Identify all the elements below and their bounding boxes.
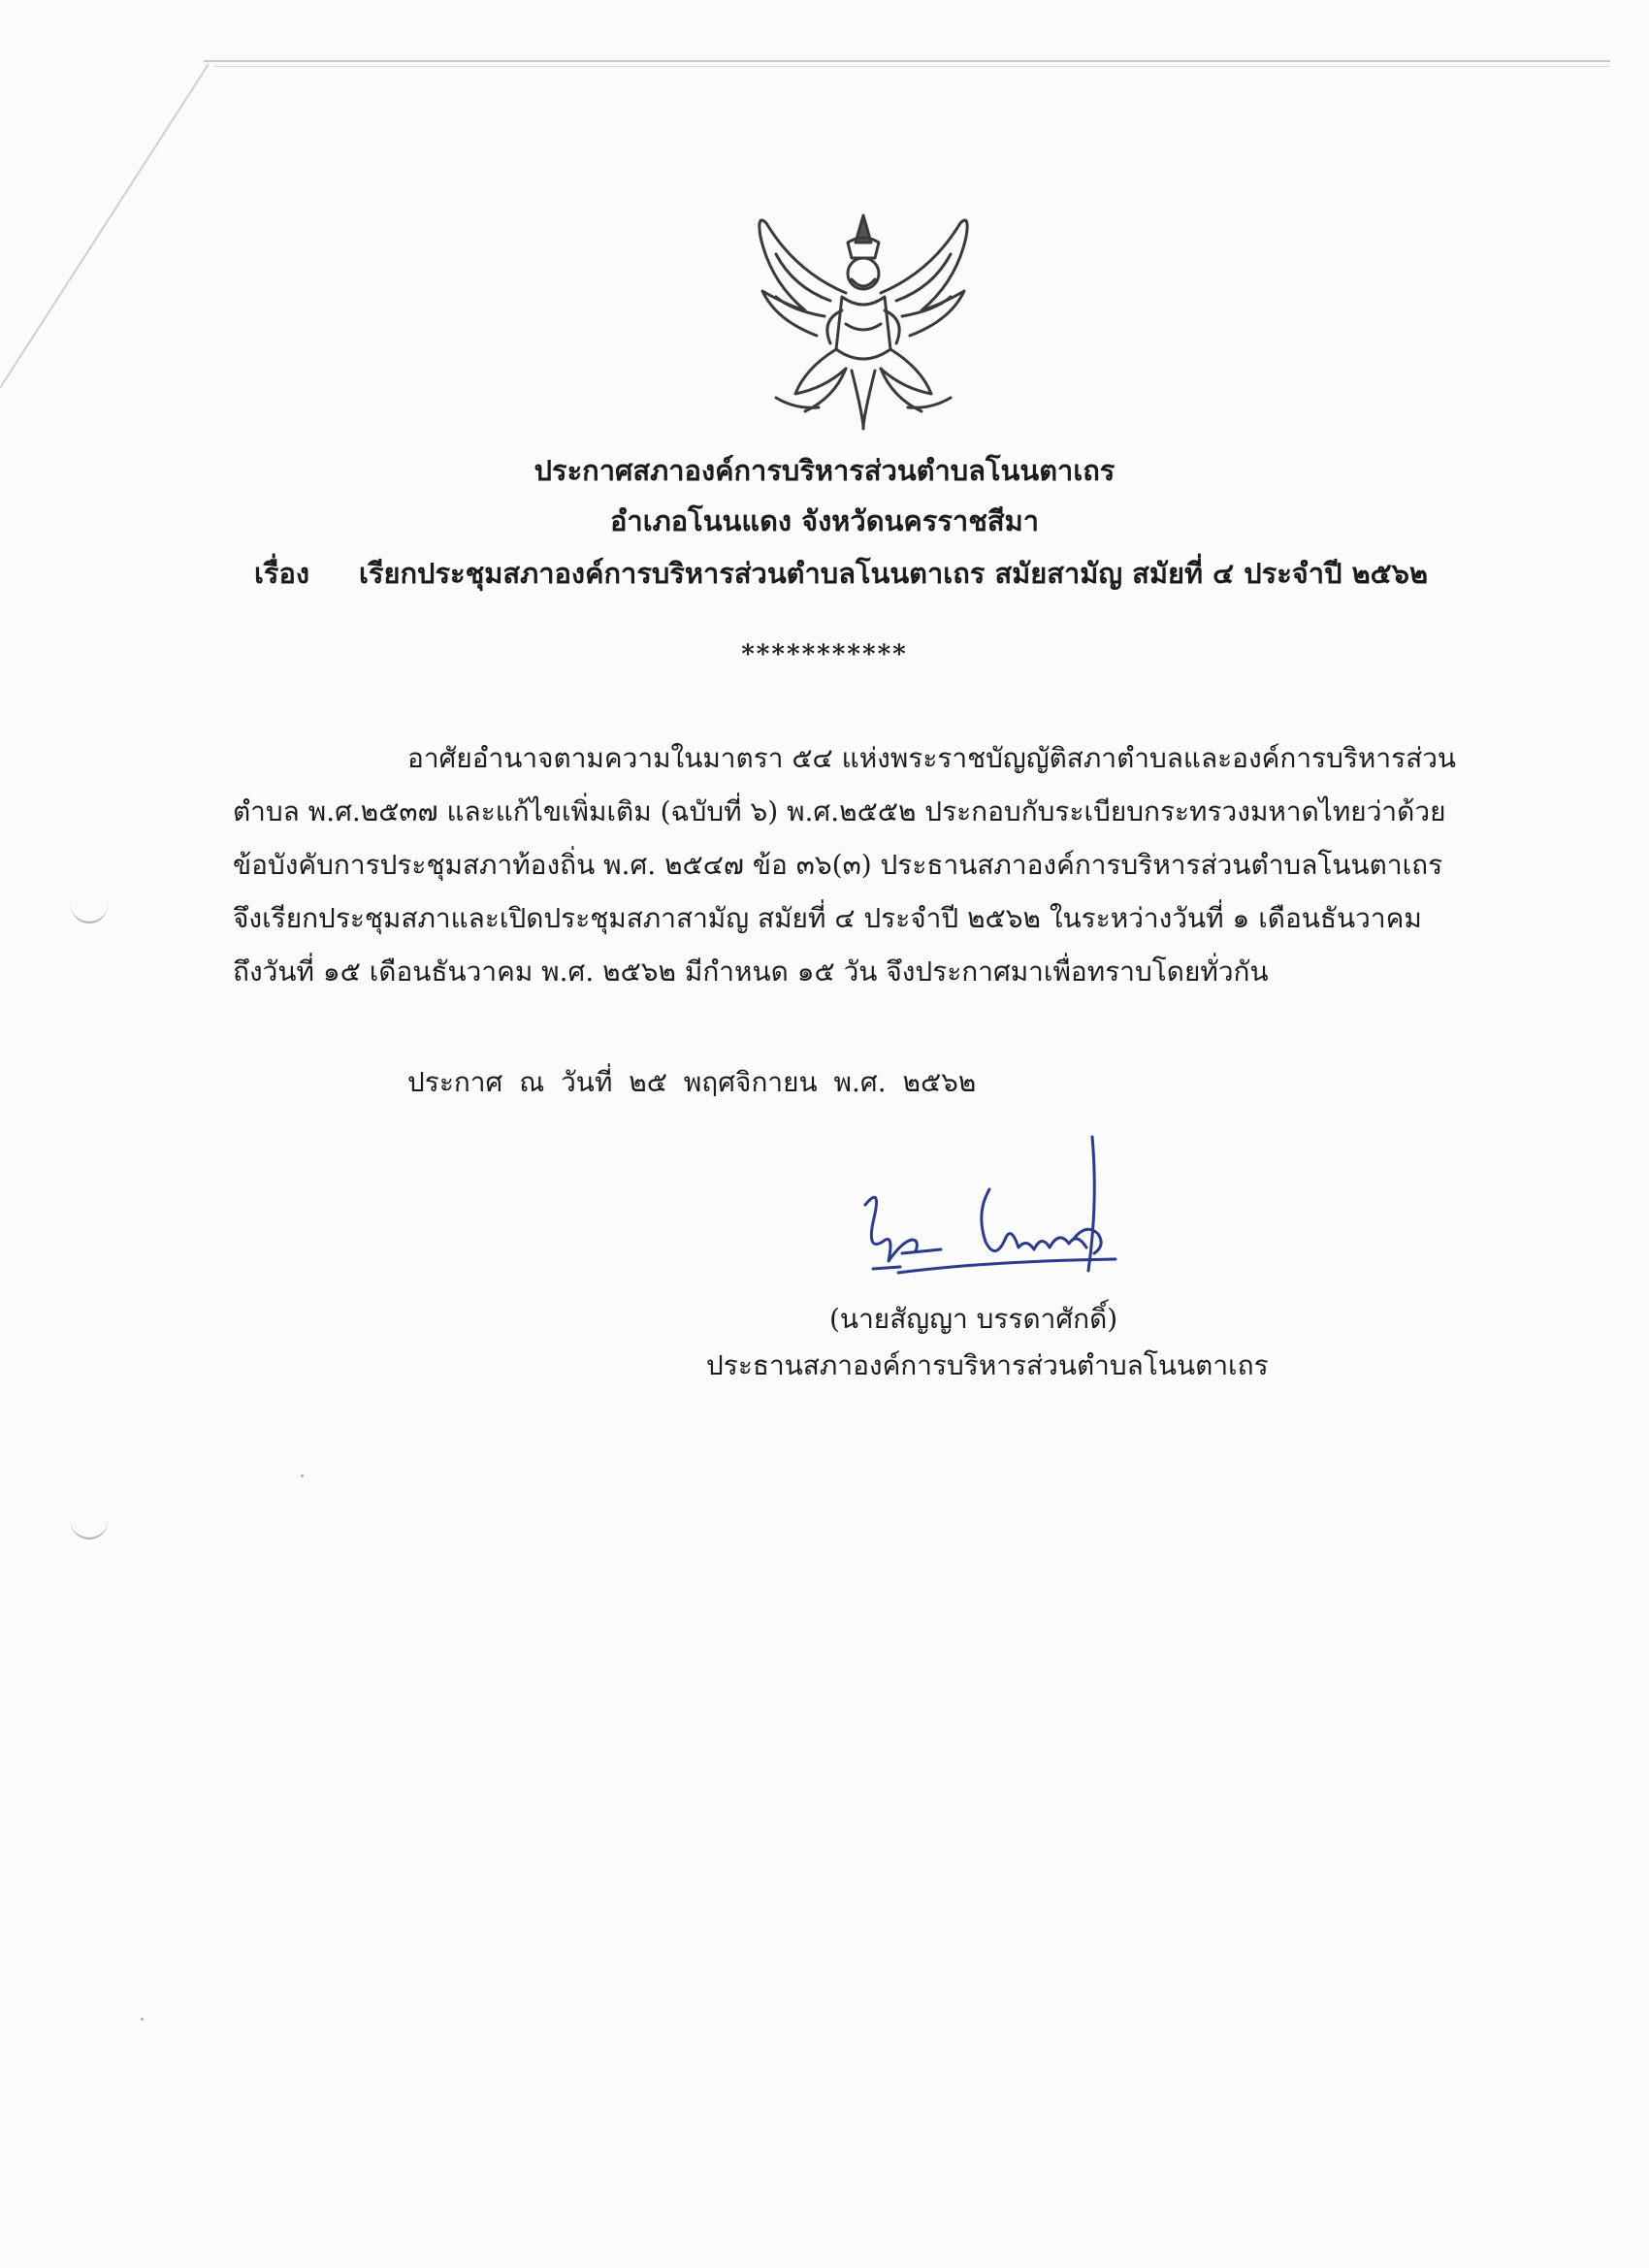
separator-asterisks: ***********: [741, 640, 908, 669]
subject-text: เรียกประชุมสภาองค์การบริหารส่วนตำบลโนนตาเถร สมัยสามัญ สมัยที่ ๔ ประจำปี ๒๕๖๒: [359, 557, 1429, 590]
punch-hole-top: [70, 883, 109, 923]
document-heading: ประกาศสภาองค์การบริหารส่วนตำบลโนนตาเถร: [534, 454, 1116, 487]
scan-speck: [301, 1474, 304, 1477]
subject-label: เรื่อง: [254, 557, 310, 590]
punch-hole-bottom: [70, 1499, 109, 1539]
body-line-5: ถึงวันที่ ๑๕ เดือนธันวาคม พ.ศ. ๒๕๖๒ มีกำหนด ๑๕ วัน จึงประกาศมาเพื่อทราบโดยทั่วกัน: [233, 956, 1269, 988]
scan-edge-line-secondary: [213, 66, 1610, 67]
body-line-1: อาศัยอำนาจตามความในมาตรา ๕๔ แห่งพระราชบัญญัติสภาตำบลและองค์การบริหารส่วน: [407, 742, 1457, 774]
scan-edge-line: [204, 60, 1610, 62]
body-line-2: ตำบล พ.ศ.๒๕๓๗ และแก้ไขเพิ่มเติม (ฉบับที่ ๖) พ.ศ.๒๕๕๒ ประกอบกับระเบียบกระทรวงมหาดไทยว่าด้วย: [233, 795, 1446, 827]
body-line-4: จึงเรียกประชุมสภาและเปิดประชุมสภาสามัญ สมัยที่ ๔ ประจำปี ๒๕๖๒ ในระหว่างวันที่ ๑ เดือนธันวาคม: [233, 902, 1422, 934]
handwritten-signature: [844, 1125, 1154, 1300]
body-line-3: ข้อบังคับการประชุมสภาท้องถิ่น พ.ศ. ๒๕๔๗ ข้อ ๓๖(๓) ประธานสภาองค์การบริหารส่วนตำบลโนนตาเถร: [233, 849, 1443, 881]
signatory-name: (นายสัญญา บรรดาศักดิ์): [829, 1303, 1118, 1335]
announcement-date: ประกาศ ณ วันที่ ๒๕ พฤศจิกายน พ.ศ. ๒๕๖๒: [407, 1066, 977, 1098]
signatory-title: ประธานสภาองค์การบริหารส่วนตำบลโนนตาเถร: [706, 1349, 1269, 1381]
garuda-emblem-icon: [737, 204, 989, 437]
scan-fold-line: [0, 0, 233, 407]
scan-speck: [141, 2018, 144, 2021]
document-subheading: อำเภอโนนแดง จังหวัดนครราชสีมา: [610, 504, 1039, 537]
subject-line: [254, 551, 1428, 596]
